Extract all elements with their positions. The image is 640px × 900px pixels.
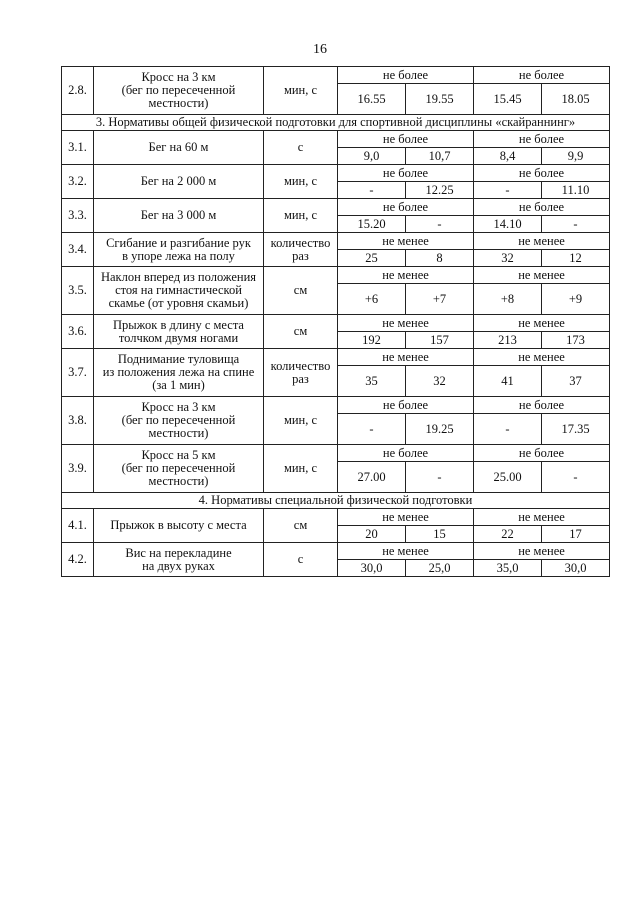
unit (264, 397, 338, 445)
unit (264, 349, 338, 397)
unit (264, 199, 338, 233)
exercise-name (94, 165, 264, 199)
norm-value: 17.35 (542, 414, 610, 445)
item-number: 2.8. (62, 67, 94, 115)
norm-value: 16.55 (338, 84, 406, 115)
table-row (62, 315, 610, 332)
norm-value: 19.55 (406, 84, 474, 115)
norm-value: 25,0 (406, 560, 474, 577)
norm-value: 35 (338, 366, 406, 397)
exercise-name (94, 509, 264, 543)
unit-line: мин, с (283, 208, 318, 222)
norm-value: - (406, 216, 474, 233)
item-number: 3.5. (62, 267, 94, 315)
exercise-name-line: Кросс на 3 км (141, 70, 216, 84)
unit (264, 165, 338, 199)
norm-value: 12.25 (406, 182, 474, 199)
norm-value: 25.00 (474, 462, 542, 493)
norm-value: 8,4 (474, 148, 542, 165)
norm-value: 32 (474, 250, 542, 267)
criterion-label: не менее (338, 509, 474, 526)
unit-line: см (293, 324, 308, 338)
table-row (62, 397, 610, 414)
norm-value: 37 (542, 366, 610, 397)
criterion-label: не более (338, 131, 474, 148)
exercise-name-line: Прыжок в высоту с места (110, 518, 247, 532)
exercise-name-line: местности) (148, 474, 209, 488)
unit (264, 267, 338, 315)
item-number: 3.7. (62, 349, 94, 397)
unit-line: мин, с (283, 461, 318, 475)
exercise-name-line: Вис на перекладине (125, 545, 232, 560)
exercise-name-line: толчком двумя ногами (118, 330, 239, 345)
criterion-label: не более (338, 199, 474, 216)
norm-value: - (338, 414, 406, 445)
norm-value: 35,0 (474, 560, 542, 577)
section-title: 3. Нормативы общей физической подготовки для спортивной дисциплины «скайраннинг» (62, 115, 610, 131)
unit-line: с (297, 552, 304, 566)
norm-value: - (474, 414, 542, 445)
item-number: 4.1. (62, 509, 94, 543)
unit (264, 67, 338, 115)
unit (264, 509, 338, 543)
unit-line: раз (292, 248, 309, 263)
criterion-label: не более (474, 165, 610, 182)
criterion-label: не менее (474, 315, 610, 332)
table-row (62, 199, 610, 216)
norm-value: - (542, 462, 610, 493)
norm-value: 17 (542, 526, 610, 543)
exercise-name-line: Наклон вперед из положения (100, 270, 257, 284)
item-number: 3.6. (62, 315, 94, 349)
exercise-name-line: Кросс на 3 км (141, 400, 216, 414)
item-number: 3.4. (62, 233, 94, 267)
exercise-name-line: (бег по пересеченной (121, 83, 236, 97)
exercise-name (94, 267, 264, 315)
norm-value: 213 (474, 332, 542, 349)
unit-line: с (297, 140, 304, 154)
norm-value: 25 (338, 250, 406, 267)
page-number: 16 (313, 42, 327, 57)
criterion-label: не более (474, 131, 610, 148)
exercise-name-line: (бег по пересеченной (121, 413, 236, 427)
norm-value: +8 (474, 284, 542, 315)
exercise-name-line: в упоре лежа на полу (122, 248, 235, 263)
unit-line: раз (292, 371, 309, 386)
norm-value: 14.10 (474, 216, 542, 233)
norm-value: 30,0 (338, 560, 406, 577)
exercise-name (94, 67, 264, 115)
norm-value: 192 (338, 332, 406, 349)
item-number: 3.1. (62, 131, 94, 165)
criterion-label: не более (474, 445, 610, 462)
norms-table (61, 66, 610, 577)
exercise-name-line: Бег на 60 м (148, 140, 209, 154)
exercise-name-line: скамье (от уровня скамьи) (108, 296, 249, 310)
exercise-name-line: Поднимание туловища (117, 352, 240, 366)
exercise-name-line: местности) (148, 96, 209, 110)
norms-table-body (62, 67, 610, 577)
norm-value: 27.00 (338, 462, 406, 493)
norm-value: +6 (338, 284, 406, 315)
exercise-name-line: на двух руках (142, 558, 215, 573)
norm-value: 20 (338, 526, 406, 543)
table-row (62, 233, 610, 250)
criterion-label: не более (474, 199, 610, 216)
item-number: 3.3. (62, 199, 94, 233)
unit (264, 543, 338, 577)
criterion-label: не более (338, 445, 474, 462)
unit-line: мин, с (283, 83, 318, 97)
norm-value: +9 (542, 284, 610, 315)
criterion-label: не менее (338, 233, 474, 250)
unit (264, 315, 338, 349)
exercise-name-line: (бег по пересеченной (121, 461, 236, 475)
criterion-label: не менее (338, 543, 474, 560)
unit (264, 445, 338, 493)
unit (264, 131, 338, 165)
table-row (62, 165, 610, 182)
criterion-label: не более (474, 67, 610, 84)
unit-line: см (293, 283, 308, 297)
criterion-label: не менее (338, 315, 474, 332)
table-row (62, 509, 610, 526)
norm-value: +7 (406, 284, 474, 315)
table-row (62, 543, 610, 560)
item-number: 4.2. (62, 543, 94, 577)
criterion-label: не более (338, 165, 474, 182)
exercise-name-line: местности) (148, 426, 209, 440)
norm-value: - (474, 182, 542, 199)
norm-value: 11.10 (542, 182, 610, 199)
criterion-label: не более (338, 67, 474, 84)
exercise-name (94, 445, 264, 493)
item-number: 3.8. (62, 397, 94, 445)
table-row (62, 131, 610, 148)
table-row (62, 349, 610, 366)
exercise-name-line: из положения лежа на спине (102, 365, 255, 379)
norm-value: 41 (474, 366, 542, 397)
norm-value: 22 (474, 526, 542, 543)
norm-value: 32 (406, 366, 474, 397)
norm-value: - (338, 182, 406, 199)
criterion-label: не более (338, 397, 474, 414)
unit-line: количество (270, 235, 331, 250)
norm-value: 15.20 (338, 216, 406, 233)
criterion-label: не менее (474, 509, 610, 526)
section-row (62, 115, 610, 131)
exercise-name (94, 349, 264, 397)
exercise-name-line: стоя на гимнастической (115, 283, 242, 297)
criterion-label: не менее (338, 267, 474, 284)
norm-value: 18.05 (542, 84, 610, 115)
norm-value: 157 (406, 332, 474, 349)
exercise-name (94, 315, 264, 349)
criterion-label: не более (474, 397, 610, 414)
unit (264, 233, 338, 267)
exercise-name (94, 543, 264, 577)
norm-value: 173 (542, 332, 610, 349)
norm-value: 30,0 (542, 560, 610, 577)
exercise-name-line: Кросс на 5 км (141, 448, 216, 462)
unit-line: количество (270, 358, 331, 373)
norm-value: 10,7 (406, 148, 474, 165)
exercise-name (94, 131, 264, 165)
criterion-label: не менее (474, 543, 610, 560)
unit-line: мин, с (283, 174, 318, 188)
item-number: 3.9. (62, 445, 94, 493)
table-row (62, 67, 610, 84)
unit-line: см (293, 518, 308, 532)
unit-line: мин, с (283, 413, 318, 427)
norm-value: 15.45 (474, 84, 542, 115)
norm-value: 12 (542, 250, 610, 267)
norm-value: 15 (406, 526, 474, 543)
exercise-name-line: Бег на 2 000 м (140, 174, 217, 188)
criterion-label: не менее (474, 349, 610, 366)
criterion-label: не менее (474, 267, 610, 284)
norm-value: 9,9 (542, 148, 610, 165)
table-row (62, 267, 610, 284)
norm-value: 9,0 (338, 148, 406, 165)
table-row (62, 445, 610, 462)
item-number: 3.2. (62, 165, 94, 199)
norm-value: - (542, 216, 610, 233)
criterion-label: не менее (338, 349, 474, 366)
exercise-name-line: (за 1 мин) (152, 378, 205, 392)
criterion-label: не менее (474, 233, 610, 250)
exercise-name (94, 397, 264, 445)
norm-value: 8 (406, 250, 474, 267)
section-row (62, 493, 610, 509)
exercise-name-line: Сгибание и разгибание рук (106, 235, 251, 250)
norm-value: 19.25 (406, 414, 474, 445)
exercise-name-line: Бег на 3 000 м (140, 208, 217, 222)
section-title: 4. Нормативы специальной физической подготовки (62, 493, 610, 509)
exercise-name-line: Прыжок в длину с места (113, 317, 244, 332)
exercise-name (94, 233, 264, 267)
norm-value: - (406, 462, 474, 493)
exercise-name (94, 199, 264, 233)
